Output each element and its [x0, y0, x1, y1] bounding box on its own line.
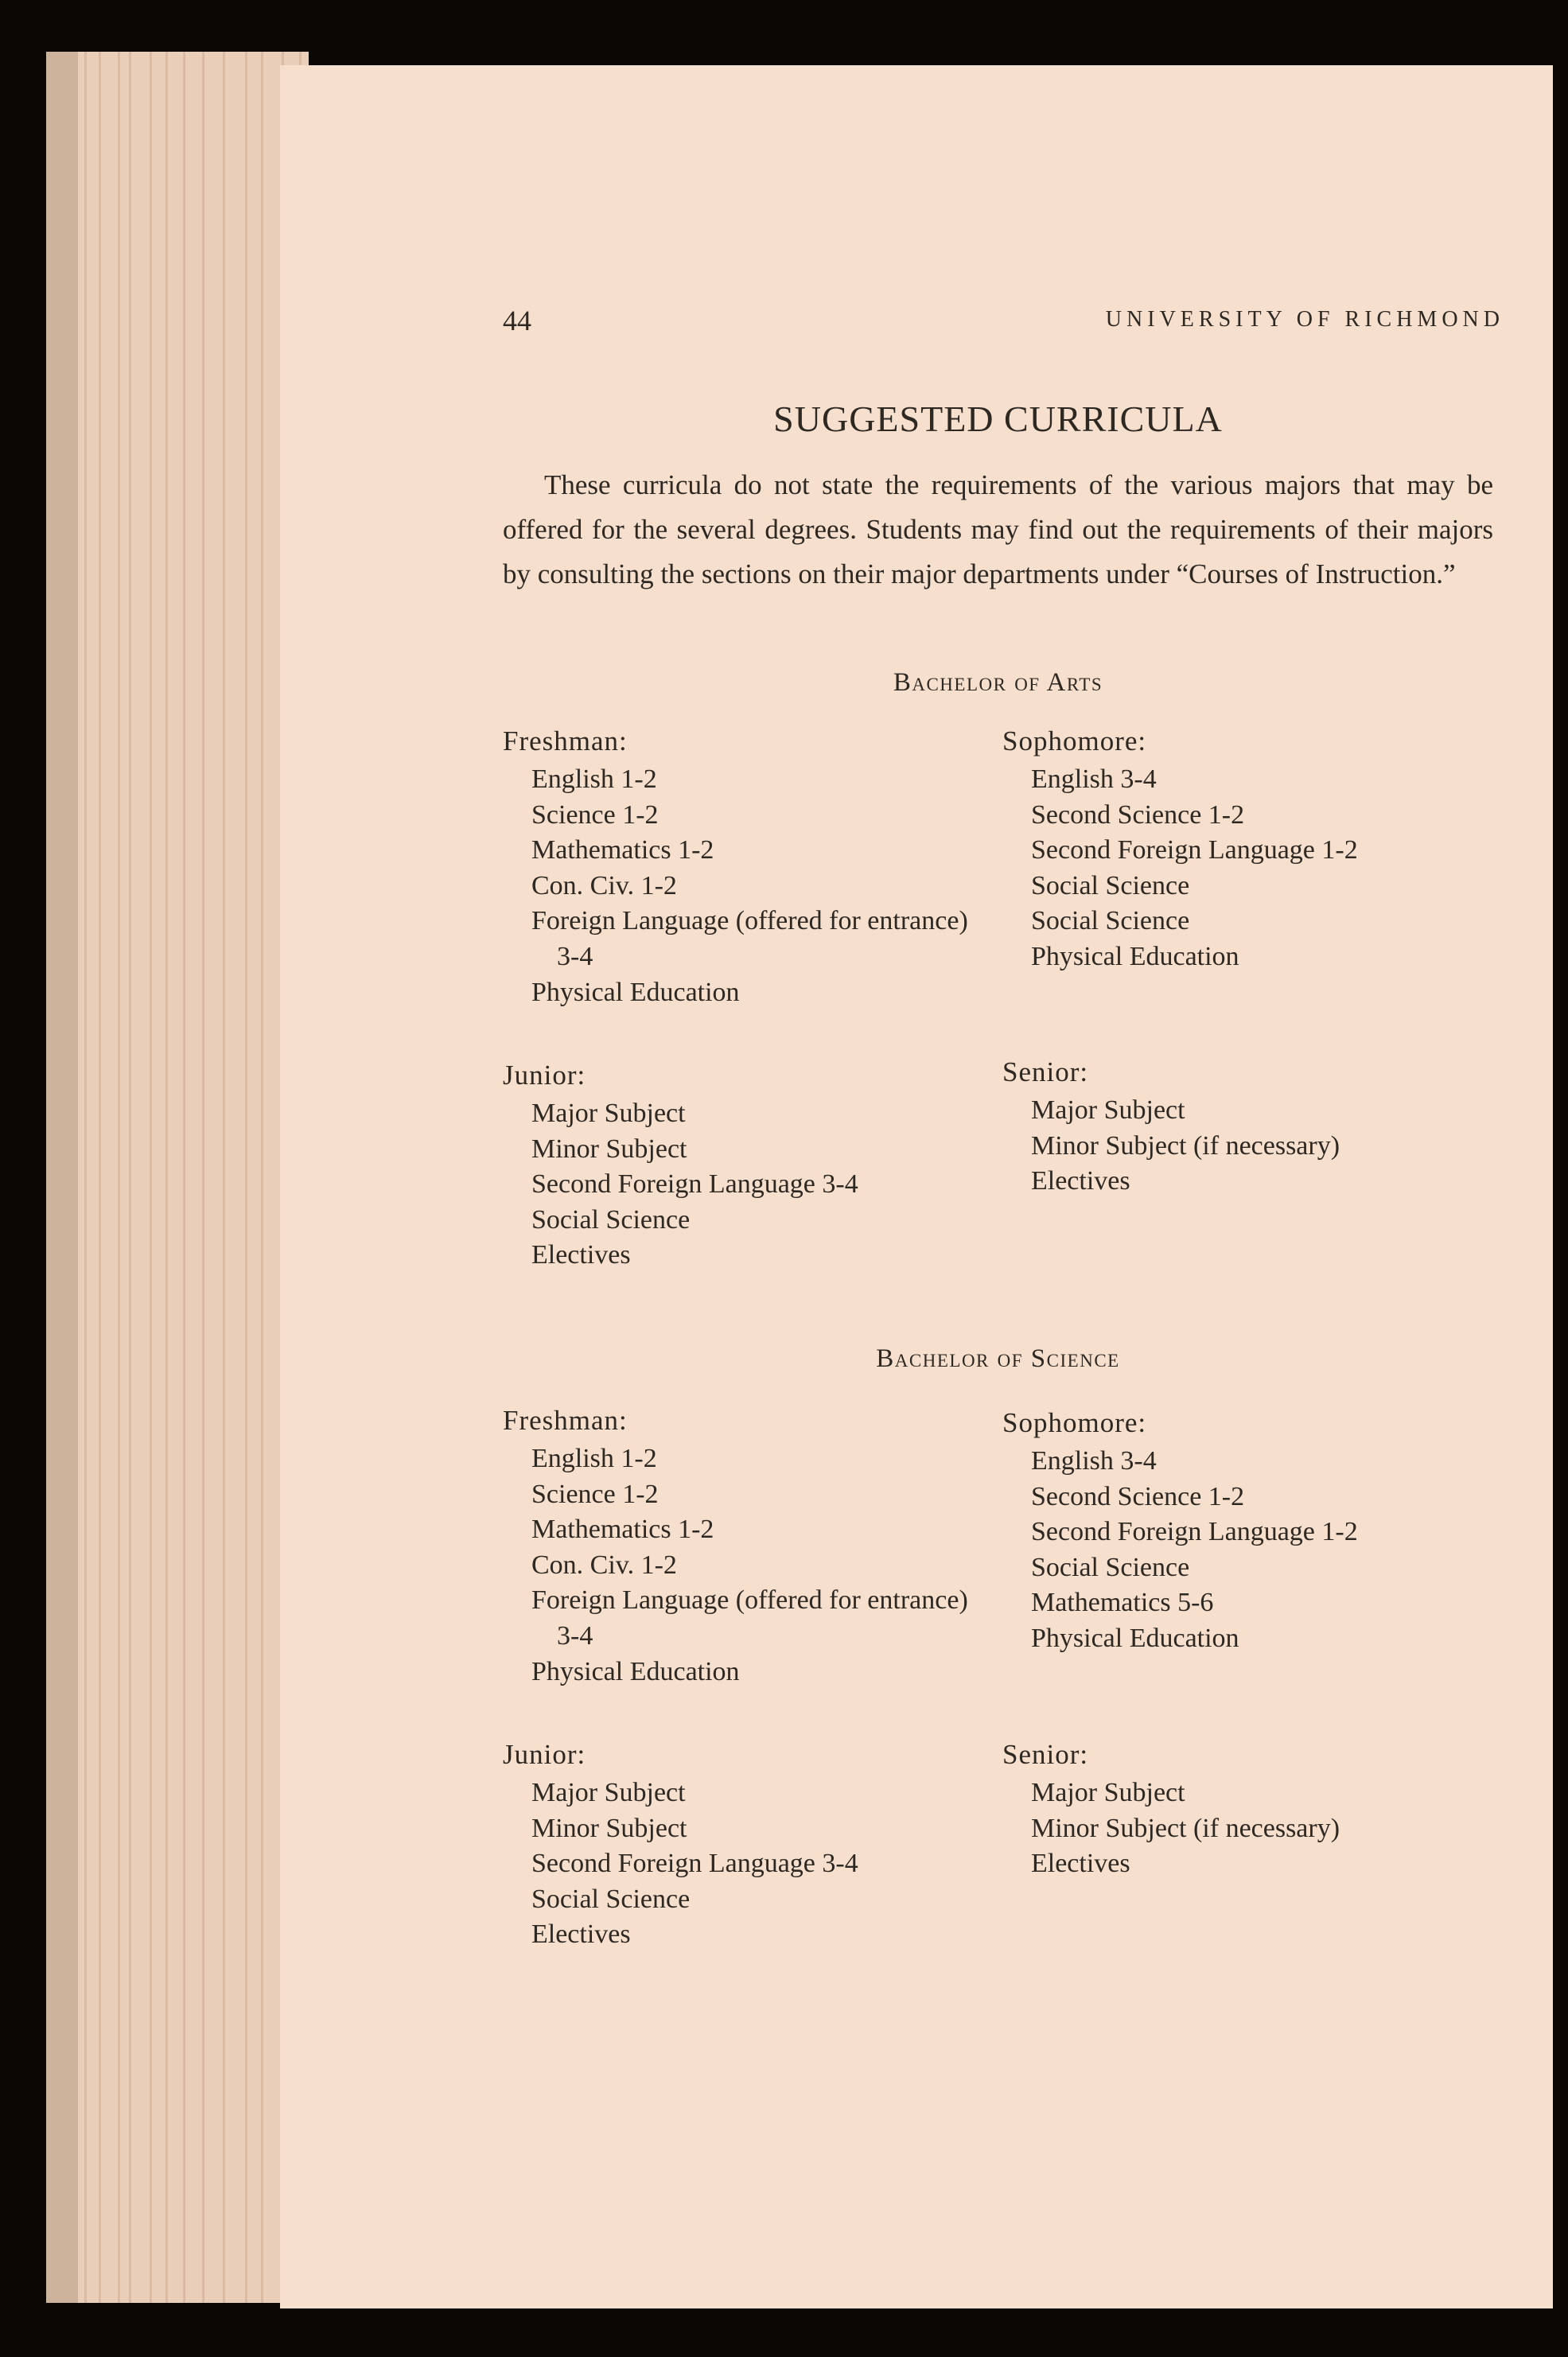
list-item: Second Foreign Language 3-4	[531, 1849, 858, 1879]
page-edge-line	[202, 52, 204, 2303]
list-item: Minor Subject	[531, 1134, 687, 1164]
list-item: English 3-4	[1031, 1446, 1157, 1476]
list-item: English 3-4	[1031, 764, 1157, 794]
page-edge-line	[99, 52, 101, 2303]
list-item: Second Foreign Language 3-4	[531, 1169, 858, 1200]
bs-senior-courses	[1002, 1776, 1480, 1882]
list-item: Second Foreign Language 1-2	[1031, 1517, 1358, 1547]
list-item: Mathematics 5-6	[1031, 1588, 1214, 1618]
list-item: Physical Education	[1031, 941, 1239, 971]
bs-freshman-title: Freshman:	[503, 1405, 628, 1436]
list-item: Social Science	[531, 1884, 691, 1914]
ba-senior-title: Senior:	[1002, 1056, 1089, 1087]
list-item: Mathematics 1-2	[531, 1515, 714, 1545]
ba-junior-title: Junior:	[503, 1060, 586, 1091]
list-item: Second Science 1-2	[1031, 799, 1245, 830]
list-item: Foreign Language (offered for entrance) 3-4	[531, 906, 968, 971]
ba-junior-courses	[503, 1096, 980, 1274]
list-item: English 1-2	[531, 764, 657, 794]
ba-sophomore-title: Sophomore:	[1002, 725, 1147, 756]
list-item: Major Subject	[531, 1099, 686, 1128]
list-item: Major Subject	[1031, 1095, 1185, 1125]
bs-senior-title: Senior:	[1002, 1739, 1089, 1770]
bs-junior-block	[503, 1734, 980, 1953]
list-item: Con. Civ. 1-2	[531, 870, 677, 900]
page-number: 44	[503, 305, 531, 336]
bs-senior-block	[1002, 1734, 1480, 1882]
page-title: SUGGESTED CURRICULA	[773, 399, 1223, 439]
list-item: Second Science 1-2	[1031, 1481, 1245, 1511]
page-edge-line	[245, 52, 247, 2303]
degree-heading-arts: Bachelor of Arts	[893, 668, 1103, 697]
ba-freshman-courses	[503, 762, 980, 1010]
list-item: Major Subject	[531, 1778, 686, 1807]
bs-junior-title: Junior:	[503, 1739, 586, 1770]
list-item: Science 1-2	[531, 1479, 659, 1509]
intro-paragraph: These curricula do not state the requirements of the various majors that may be offered for the several degrees. Students may find out the requirements of their majors by consulting the sections on their major departments under “Courses of Instruction.”	[503, 469, 1493, 589]
page-edge-line	[118, 52, 120, 2303]
list-item: Social Science	[1031, 1552, 1190, 1582]
bs-sophomore-title: Sophomore:	[1002, 1407, 1147, 1438]
page-edge-shadow	[46, 52, 78, 2303]
page-edge-line	[183, 52, 185, 2303]
running-head: UNIVERSITY OF RICHMOND	[1105, 307, 1504, 332]
list-item: Foreign Language (offered for entrance) 3-4	[531, 1585, 968, 1651]
list-item: Minor Subject (if necessary)	[1031, 1130, 1340, 1161]
list-item: Physical Education	[531, 1656, 740, 1686]
list-item: Minor Subject	[531, 1813, 687, 1843]
bs-junior-courses	[503, 1776, 980, 1953]
list-item: Physical Education	[531, 977, 740, 1007]
list-item: Second Foreign Language 1-2	[1031, 835, 1358, 865]
list-item: Social Science	[1031, 870, 1190, 900]
page-edge-line	[84, 52, 87, 2303]
list-item: Con. Civ. 1-2	[531, 1550, 677, 1580]
ba-sophomore-block	[1002, 721, 1480, 975]
bs-sophomore-courses	[1002, 1444, 1480, 1657]
page-header	[503, 304, 1504, 344]
ba-junior-block	[503, 1055, 980, 1274]
page-edge-line	[261, 52, 263, 2303]
list-item: Electives	[1031, 1849, 1130, 1879]
list-item: Electives	[531, 1240, 631, 1270]
page-edge-line	[165, 52, 168, 2303]
bs-sophomore-block	[1002, 1402, 1480, 1657]
list-item: Physical Education	[1031, 1623, 1239, 1653]
list-item: Minor Subject (if necessary)	[1031, 1813, 1340, 1843]
list-item: Mathematics 1-2	[531, 835, 714, 865]
list-item: Social Science	[531, 1204, 691, 1235]
list-item: Science 1-2	[531, 799, 659, 830]
page-edge-line	[150, 52, 152, 2303]
page-edges	[46, 52, 309, 2303]
list-item: Electives	[1031, 1166, 1130, 1196]
list-item: Social Science	[1031, 906, 1190, 936]
page-edge-line	[129, 52, 131, 2303]
list-item: Major Subject	[1031, 1778, 1185, 1807]
ba-sophomore-courses	[1002, 762, 1480, 975]
list-item: English 1-2	[531, 1444, 657, 1473]
ba-senior-courses	[1002, 1093, 1480, 1200]
list-item: Electives	[531, 1919, 631, 1950]
degree-heading-science: Bachelor of Science	[876, 1344, 1120, 1373]
ba-freshman-block	[503, 721, 980, 1010]
bs-freshman-courses	[503, 1441, 980, 1690]
page-edge-line	[223, 52, 225, 2303]
ba-freshman-title: Freshman:	[503, 725, 628, 756]
bs-freshman-block	[503, 1400, 980, 1690]
ba-senior-block	[1002, 1052, 1480, 1200]
